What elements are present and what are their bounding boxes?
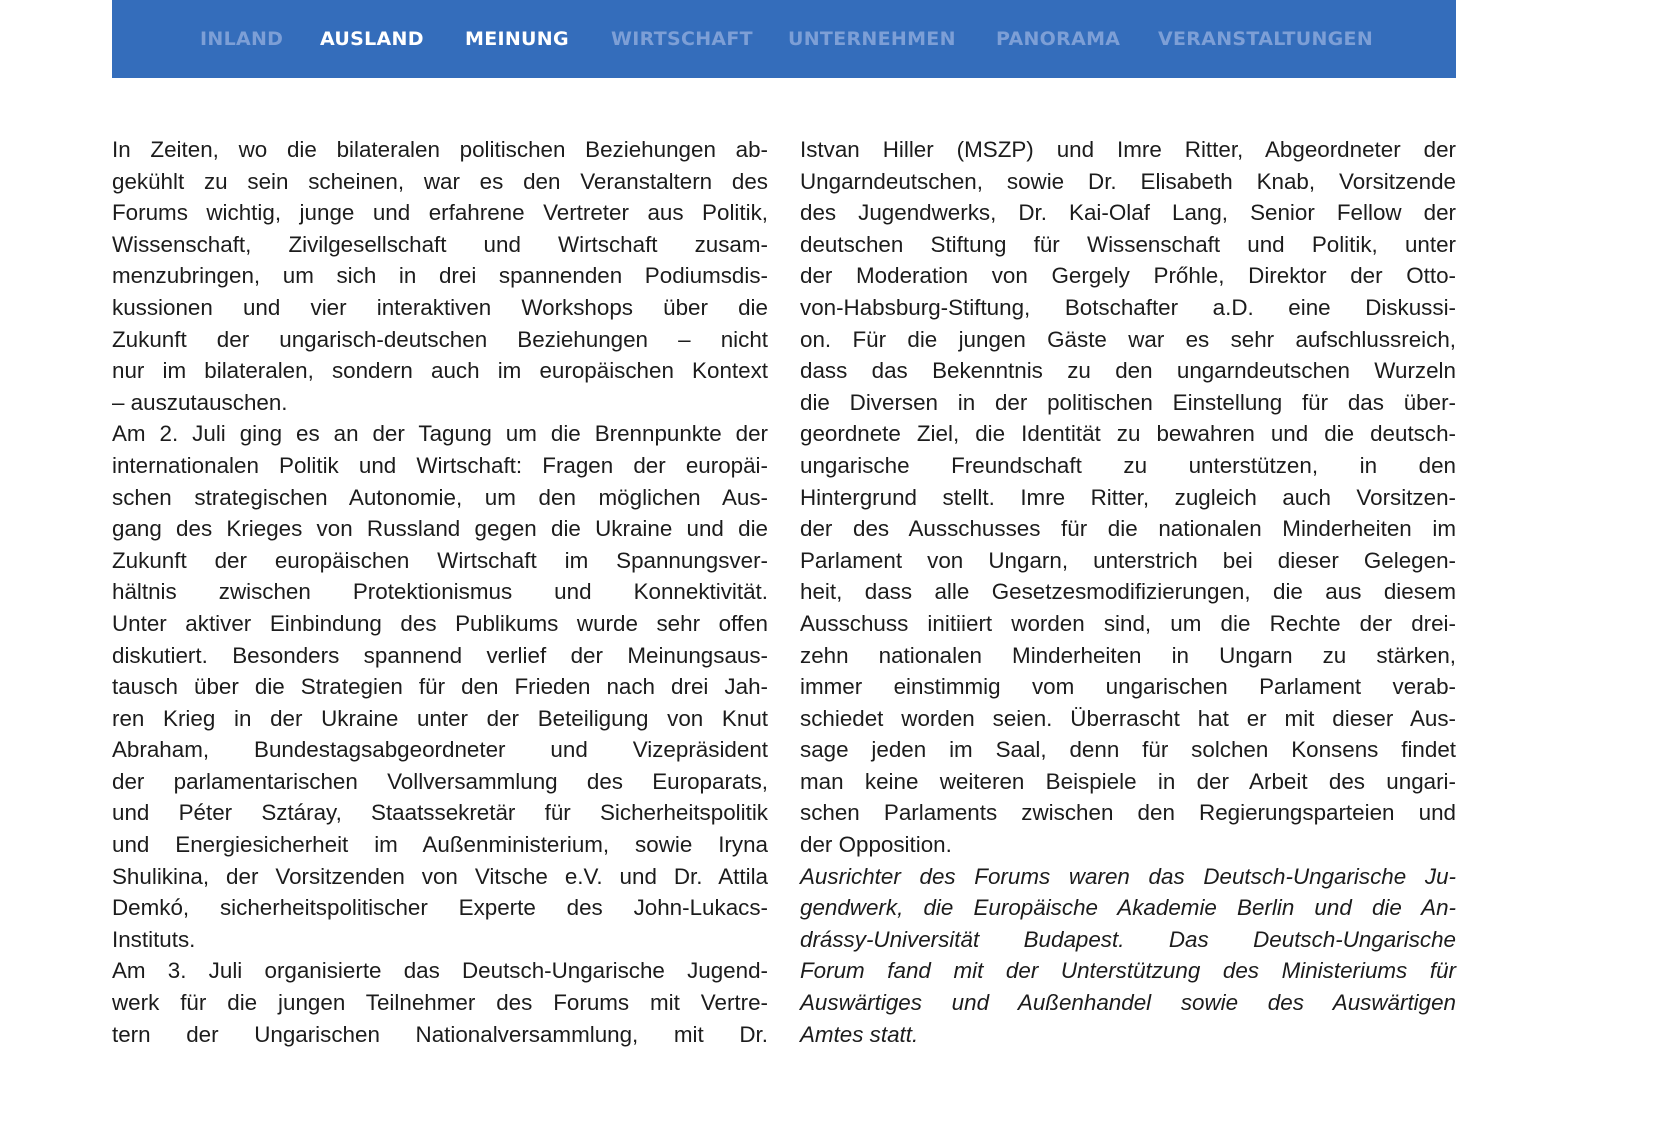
article-credit-line: gendwerk, die Europäische Akademie Berlin und die An- <box>800 895 1456 921</box>
nav-item-unternehmen[interactable]: UNTERNEHMEN <box>788 28 956 50</box>
article-text-line: und Péter Sztáray, Staatssekretär für Sicherheitspolitik <box>112 800 768 826</box>
article-text-line: tern der Ungarischen Nationalversammlung, mit Dr. <box>112 1021 768 1047</box>
article-text-line: – auszutauschen. <box>112 389 288 415</box>
article-text-line: und Energiesicherheit im Außenministerium, sowie Iryna <box>112 832 768 858</box>
article-text-line: Ungarndeutschen, sowie Dr. Elisabeth Knab, Vorsitzende <box>800 168 1456 194</box>
article-text-line: Forums wichtig, junge und erfahrene Vertreter aus Politik, <box>112 200 768 226</box>
nav-item-ausland[interactable]: AUSLAND <box>320 28 424 50</box>
article-credit-line: Auswärtiges und Außenhandel sowie des Auswärtigen <box>800 990 1456 1016</box>
article-text-line: tausch über die Strategien für den Frieden nach drei Jah- <box>112 674 768 700</box>
article-text-line: zehn nationalen Minderheiten in Ungarn zu stärken, <box>800 642 1456 668</box>
article-text-line: Zukunft der ungarisch-deutschen Beziehungen – nicht <box>112 326 768 352</box>
article-text-line: heit, dass alle Gesetzesmodifizierungen, die aus diesem <box>800 579 1456 605</box>
nav-item-veranstaltungen[interactable]: VERANSTALTUNGEN <box>1158 28 1374 50</box>
article-text-line: Unter aktiver Einbindung des Publikums wurde sehr offen <box>112 610 768 636</box>
article-text-line: internationalen Politik und Wirtschaft: Fragen der europäi- <box>112 452 768 478</box>
article-text-line: schen strategischen Autonomie, um den möglichen Aus- <box>112 484 768 510</box>
article-text-line: immer einstimmig vom ungarischen Parlament verab- <box>800 674 1456 700</box>
article-text-line: schiedet worden seien. Überrascht hat er mit dieser Aus- <box>800 705 1456 731</box>
article-text-line: Parlament von Ungarn, unterstrich bei dieser Gelegen- <box>800 547 1456 573</box>
article-text-line: der parlamentarischen Vollversammlung des Europarats, <box>112 768 768 794</box>
article-credit-line: Amtes statt. <box>800 1021 919 1047</box>
article-text-line: Hintergrund stellt. Imre Ritter, zugleich auch Vorsitzen- <box>800 484 1456 510</box>
article-text-line: on. Für die jungen Gäste war es sehr aufschlussreich, <box>800 326 1456 352</box>
article-text-line: die Diversen in der politischen Einstellung für das über- <box>800 389 1456 415</box>
article-text-line: gang des Krieges von Russland gegen die Ukraine und die <box>112 516 768 542</box>
article-text-line: Instituts. <box>112 926 196 952</box>
article-text-line: von-Habsburg-Stiftung, Botschafter a.D. eine Diskussi- <box>800 294 1456 320</box>
article-text-line: der des Ausschusses für die nationalen Minderheiten im <box>800 516 1456 542</box>
article-text-line: werk für die jungen Teilnehmer des Forums mit Vertre- <box>112 990 768 1016</box>
article-credit-line: Forum fand mit der Unterstützung des Ministeriums für <box>800 958 1456 984</box>
article-text-line: Istvan Hiller (MSZP) und Imre Ritter, Abgeordneter der <box>800 137 1456 162</box>
article-text-line: des Jugendwerks, Dr. Kai-Olaf Lang, Senior Fellow der <box>800 200 1456 226</box>
article-text-line: geordnete Ziel, die Identität zu bewahren und die deutsch- <box>800 421 1456 447</box>
article-text-line: Zukunft der europäischen Wirtschaft im Spannungsver- <box>112 547 768 573</box>
article-text-line: hältnis zwischen Protektionismus und Konnektivität. <box>112 579 768 605</box>
article-text-line: Am 3. Juli organisierte das Deutsch-Ungarische Jugend- <box>112 958 768 984</box>
article-text-line: In Zeiten, wo die bilateralen politischen Beziehungen ab- <box>112 137 768 162</box>
article-text-line: man keine weiteren Beispiele in der Arbeit des ungari- <box>800 768 1456 794</box>
article-text-line: diskutiert. Besonders spannend verlief der Meinungsaus- <box>112 642 768 668</box>
article-text-line: sage jeden im Saal, denn für solchen Konsens findet <box>800 737 1456 763</box>
article-text-line: ungarische Freundschaft zu unterstützen, in den <box>800 452 1456 478</box>
article-text-line: ren Krieg in der Ukraine unter der Beteiligung von Knut <box>112 705 768 731</box>
article-text-line: Shulikina, der Vorsitzenden von Vitsche e.V. und Dr. Attila <box>112 863 768 889</box>
article-text-line: Am 2. Juli ging es an der Tagung um die Brennpunkte der <box>112 421 768 447</box>
nav-item-inland[interactable]: INLAND <box>200 28 284 50</box>
nav-item-wirtschaft[interactable]: WIRTSCHAFT <box>611 28 753 50</box>
article-text-line: nur im bilateralen, sondern auch im europäischen Kontext <box>112 358 768 384</box>
article-column-right <box>800 134 1456 1050</box>
article-credit-line: drássy-Universität Budapest. Das Deutsch-Ungarische <box>800 926 1456 952</box>
article-text-line: gekühlt zu sein scheinen, war es den Veranstaltern des <box>112 168 768 194</box>
article-text-line: menzubringen, um sich in drei spannenden Podiumsdis- <box>112 263 768 289</box>
article-text-line: der Moderation von Gergely Prőhle, Direktor der Otto- <box>800 263 1456 289</box>
nav-item-meinung[interactable]: MEINUNG <box>465 28 569 50</box>
article-text-line: Demkó, sicherheitspolitischer Experte des John-Lukacs- <box>112 895 768 921</box>
article-text-line: schen Parlaments zwischen den Regierungsparteien und <box>800 800 1456 826</box>
article-text-line: Wissenschaft, Zivilgesellschaft und Wirtschaft zusam- <box>112 231 768 257</box>
article-credit-line: Ausrichter des Forums waren das Deutsch-Ungarische Ju- <box>800 863 1456 889</box>
article-column-left <box>112 134 768 1050</box>
section-navigation-bar <box>112 0 1456 78</box>
article-text-line: dass das Bekenntnis zu den ungarndeutschen Wurzeln <box>800 358 1456 384</box>
article-text-line: deutschen Stiftung für Wissenschaft und Politik, unter <box>800 231 1456 257</box>
article-text-line: Abraham, Bundestagsabgeordneter und Vizepräsident <box>112 737 768 763</box>
article-text-line: Ausschuss initiiert worden sind, um die Rechte der drei- <box>800 610 1456 636</box>
nav-item-panorama[interactable]: PANORAMA <box>996 28 1121 50</box>
article-text-line: kussionen und vier interaktiven Workshops über die <box>112 294 768 320</box>
article-text-line: der Opposition. <box>800 832 952 858</box>
